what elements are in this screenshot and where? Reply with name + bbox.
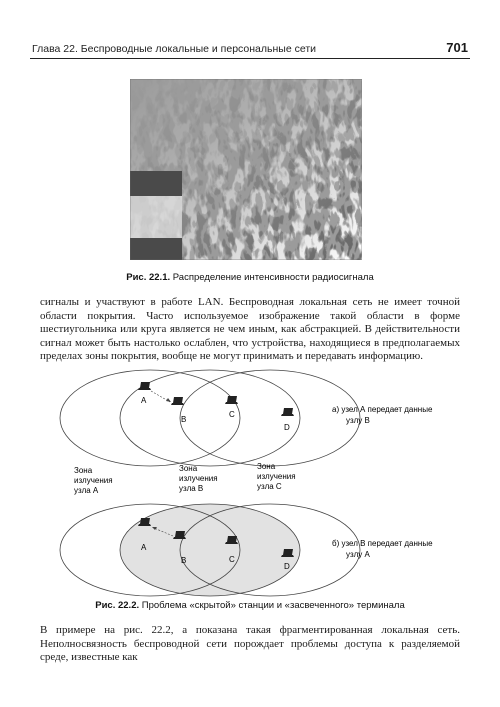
zone-b-label-3: узла В (179, 484, 204, 493)
caption-a-line1: а) узел А передает данные (332, 405, 433, 414)
node-c-label: C (229, 555, 235, 564)
laptop-icon (138, 382, 151, 390)
figure1-caption (0, 272, 500, 283)
zone-c-label-1: Зона (257, 462, 276, 471)
caption-a-line2: узлу В (346, 416, 370, 425)
page-header (30, 40, 470, 59)
page-number: 701 (446, 40, 468, 55)
diagram-b (60, 504, 433, 596)
node-d-label: D (284, 562, 290, 571)
zone-a-label-3: узла А (74, 486, 99, 495)
node-b-label: B (181, 556, 187, 565)
figure2-label: Рис. 22.2. (95, 600, 140, 611)
figure2-caption (0, 600, 500, 611)
zone-a-label-2: излучения (74, 476, 113, 485)
node-d-label: D (284, 423, 290, 432)
zone-b-label-1: Зона (179, 464, 198, 473)
zone-c-label-3: узла С (257, 482, 282, 491)
figure1-text: Распределение интенсивности радиосигнала (172, 272, 374, 283)
caption-b-line2: узлу А (346, 550, 370, 559)
zone-a-circle (60, 370, 240, 466)
caption-b-line1: б) узел В передает данные (332, 539, 433, 548)
zone-c-label-2: излучения (257, 472, 296, 481)
zone-a-label-1: Зона (74, 466, 93, 475)
arrow-head-icon (166, 398, 171, 402)
signal-intensity-figure (130, 79, 362, 260)
hidden-station-diagram (40, 368, 470, 598)
diagram-a (60, 370, 433, 466)
figure2-text: Проблема «скрытой» станции и «засвеченного» терминала (141, 600, 405, 611)
chapter-title: Глава 22. Беспроводные локальные и персональные сети (32, 43, 316, 55)
figure1-label: Рис. 22.1. (126, 272, 171, 283)
node-a-label: A (141, 543, 147, 552)
node-c-label: C (229, 410, 235, 419)
zone-labels (74, 462, 296, 495)
node-a-label: A (141, 396, 147, 405)
laptop-icon (171, 397, 184, 405)
zone-b-circle-shaded (120, 504, 300, 596)
laptop-icon (225, 396, 238, 404)
node-b-label: B (181, 415, 187, 424)
paragraph-1: сигналы и участвуют в работе LAN. Беспроводная локальная сеть не имеет точной области покрытия. Часто используемое изображение такой области в форме шестиугольника или круга является не чем иным, как абстракцией. В действительности сигнал может быть настолько ослаблен, что устройства, находящиеся в предполагаемых пределах зоны покрытия, вообще не могут принимать и передавать информацию. (40, 296, 460, 362)
laptop-icon (281, 408, 294, 416)
paragraph-2: В примере на рис. 22.2, а показана такая фрагментированная локальная сеть. Неполносвязность беспроводной сети порождает проблемы доступа к разделяемой среде, известные как (40, 624, 460, 663)
zone-c-circle (180, 370, 360, 466)
zone-b-label-2: излучения (179, 474, 218, 483)
